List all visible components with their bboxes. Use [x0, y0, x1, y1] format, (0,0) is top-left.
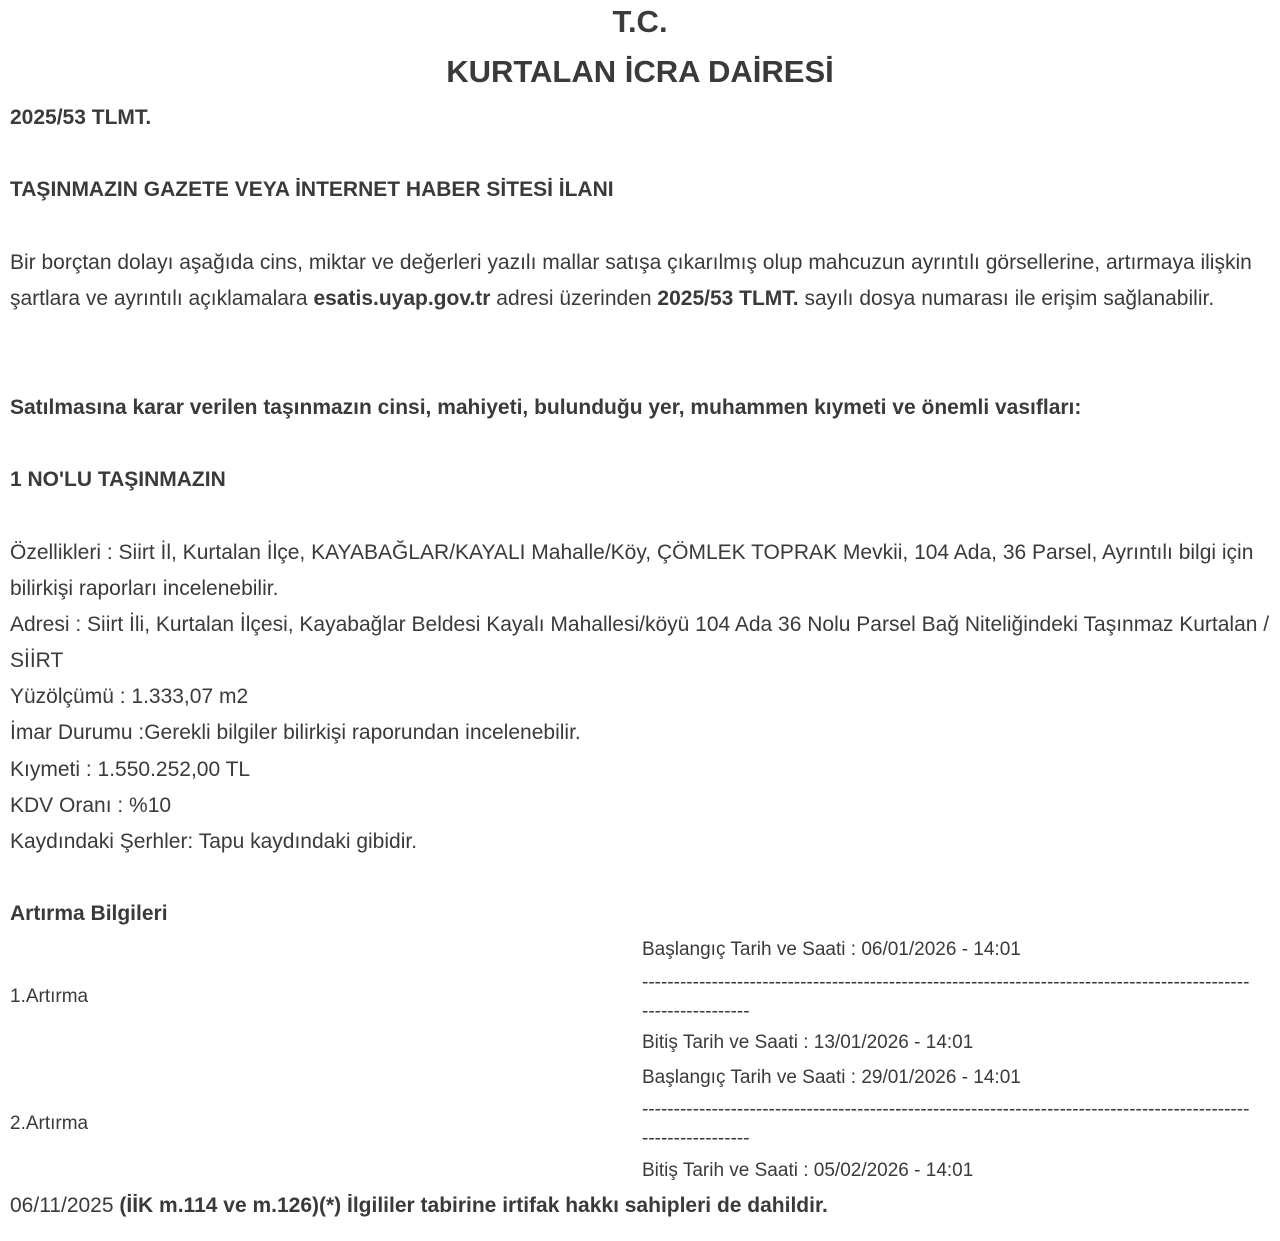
- footer-note: (İİK m.114 ve m.126)(*) İlgililer tabirine irtifak hakkı sahipleri de dahildir.: [119, 1194, 828, 1217]
- intro-text-2: adresi üzerinden: [490, 287, 658, 310]
- property-address: Adresi : Siirt İli, Kurtalan İlçesi, Kayabağlar Beldesi Kayalı Mahallesi/köyü 104 Ada 36 Nolu Parsel Bağ Niteliğindeki Taşınmaz Kurtalan / SİİRT: [10, 613, 1270, 672]
- property-zoning: İmar Durumu :Gerekli bilgiler bilirkişi raporundan incelenebilir.: [10, 721, 581, 744]
- round2-end: Bitiş Tarih ve Saati : 05/02/2026 - 14:01: [642, 1160, 974, 1181]
- file-number: 2025/53 TLMT.: [10, 106, 152, 129]
- intro-paragraph: [10, 245, 1272, 317]
- property-annotations: Kaydındaki Şerhler: Tapu kaydındaki gibidir.: [10, 830, 418, 853]
- property-value: Kıymeti : 1.550.252,00 TL: [10, 758, 251, 781]
- round1-separator-b: -----------------: [642, 1001, 750, 1022]
- site-address: esatis.uyap.gov.tr: [313, 287, 491, 310]
- auction-heading: Artırma Bilgileri: [10, 902, 168, 925]
- round2-separator-a: ------------------------------------------------------------------------------------------------: [642, 1099, 1250, 1120]
- round2-start: Başlangıç Tarih ve Saati : 29/01/2026 - 14:01: [642, 1067, 1021, 1088]
- round1-end: Bitiş Tarih ve Saati : 13/01/2026 - 14:01: [642, 1032, 974, 1053]
- round2-separator-b: -----------------: [642, 1128, 750, 1149]
- header-office-name: KURTALAN İCRA DAİRESİ: [446, 54, 834, 89]
- property-vat: KDV Oranı : %10: [10, 794, 172, 817]
- intro-text-3: sayılı dosya numarası ile erişim sağlanabilir.: [798, 287, 1215, 310]
- intro-text-1: Bir borçtan dolayı aşağıda cins, miktar ve değerleri yazılı mallar satışa çıkarılmış olup mahcuzun ayrıntılı görsellerine, artırmaya ilişkin şartlara ve ayrıntılı açıklamalara: [10, 251, 1252, 310]
- intro-file-ref: 2025/53 TLMT.: [657, 287, 799, 310]
- footer-date: 06/11/2025: [10, 1194, 120, 1217]
- header-tc: T.C.: [612, 4, 668, 39]
- property-features: Özellikleri : Siirt İl, Kurtalan İlçe, KAYABAĞLAR/KAYALI Mahalle/Köy, ÇÖMLEK TOPRAK Mevkii, 104 Ada, 36 Parsel, Ayrıntılı bilgi için bilirkişi raporları incelenebilir.: [10, 541, 1254, 600]
- round1-label: 1.Artırma: [10, 986, 89, 1007]
- round2-label: 2.Artırma: [10, 1113, 89, 1134]
- property-area: Yüzölçümü : 1.333,07 m2: [10, 685, 249, 708]
- section-heading: Satılmasına karar verilen taşınmazın cinsi, mahiyeti, bulunduğu yer, muhammen kıymeti ve önemli vasıfları:: [10, 396, 1082, 419]
- notice-title: TAŞINMAZIN GAZETE VEYA İNTERNET HABER SİTESİ İLANI: [10, 178, 614, 201]
- property-heading: 1 NO'LU TAŞINMAZIN: [10, 468, 226, 491]
- round1-start: Başlangıç Tarih ve Saati : 06/01/2026 - 14:01: [642, 939, 1021, 960]
- footer-line: [10, 1188, 828, 1224]
- round1-separator-a: ------------------------------------------------------------------------------------------------: [642, 972, 1250, 993]
